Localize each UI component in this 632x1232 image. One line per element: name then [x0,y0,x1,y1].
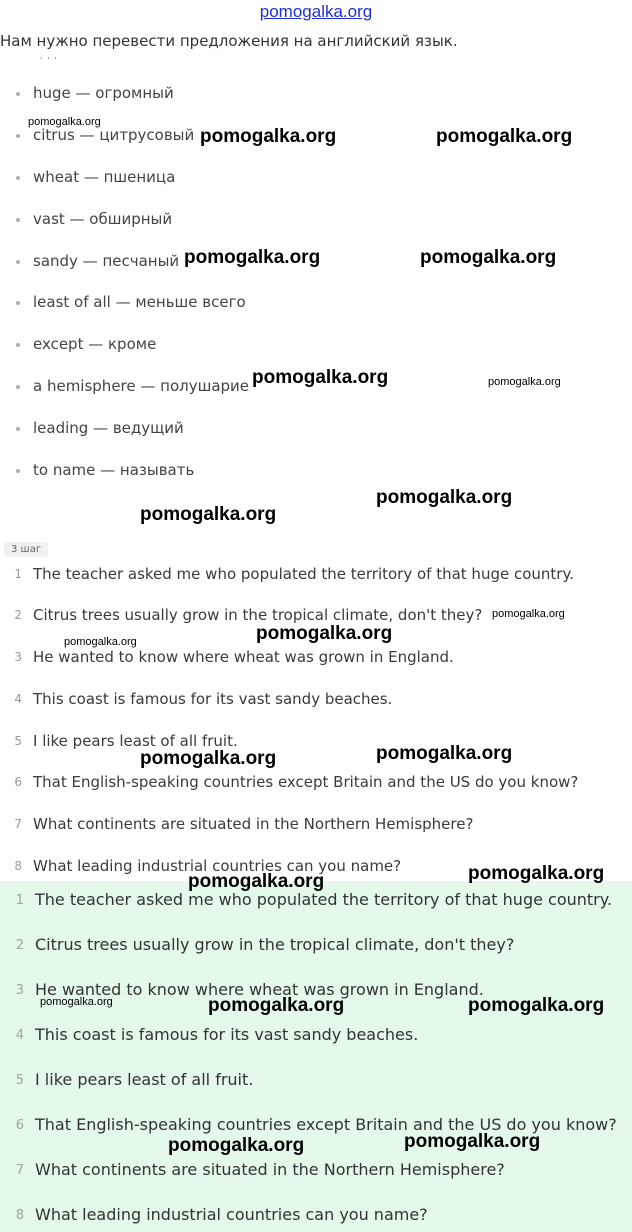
watermark: pomogalka.org [468,995,605,1016]
sentence-number: 3 [14,650,22,664]
answer-panel [0,881,632,1232]
answer-number: 4 [15,1028,24,1043]
sentence-number: 5 [14,734,22,748]
sentence-number: 2 [14,608,22,622]
watermark: pomogalka.org [200,126,337,147]
watermark: pomogalka.org [488,376,561,388]
sentence-number: 1 [14,567,22,581]
bullet-icon [16,427,20,431]
watermark: pomogalka.org [184,247,321,268]
watermark: pomogalka.org [140,748,277,769]
watermark: pomogalka.org [168,1135,305,1156]
bullet-icon [16,385,20,389]
answer-number: 5 [15,1073,24,1088]
site-link[interactable]: pomogalka.org [259,2,373,21]
watermark: pomogalka.org [64,636,137,648]
sentence-number: 7 [14,817,22,831]
answer-text: Citrus trees usually grow in the tropical climate, don't they? [35,935,515,954]
watermark: pomogalka.org [188,871,325,892]
answer-number: 7 [15,1163,24,1178]
sentence-number: 8 [14,859,22,873]
watermark: pomogalka.org [28,116,101,128]
sentence-text: I like pears least of all fruit. [33,732,238,750]
answer-number: 3 [15,983,24,998]
bullet-icon [16,134,20,138]
watermark: pomogalka.org [492,608,565,620]
answer-text: The teacher asked me who populated the territory of that huge country. [35,890,613,909]
watermark: pomogalka.org [40,996,113,1008]
sentence-text: That English-speaking countries except Britain and the US do you know? [33,773,579,791]
answer-text: He wanted to know where wheat was grown in England. [35,980,484,999]
answer-text: That English-speaking countries except Britain and the US do you know? [35,1115,617,1134]
sentence-text: What continents are situated in the Northern Hemisphere? [33,815,474,833]
answer-text: This coast is famous for its vast sandy beaches. [35,1025,419,1044]
bullet-icon [16,301,20,305]
watermark: pomogalka.org [436,126,573,147]
watermark: pomogalka.org [208,995,345,1016]
bullet-icon [16,92,20,96]
bullet-icon [16,343,20,347]
sentence-text: This coast is famous for its vast sandy beaches. [33,690,393,708]
answer-text: What leading industrial countries can you name? [35,1205,428,1224]
watermark: pomogalka.org [376,743,513,764]
sentence-text: The teacher asked me who populated the territory of that huge country. [33,565,574,583]
bullet-icon [16,176,20,180]
watermark: pomogalka.org [252,367,389,388]
bullet-icon [16,260,20,264]
watermark: pomogalka.org [468,863,605,884]
bullet-icon [16,469,20,473]
intro-text: Нам нужно перевести предложения на английский язык. [0,32,458,50]
sentence-text: What leading industrial countries can you name? [33,857,402,875]
watermark: pomogalka.org [376,487,513,508]
sentence-text: Citrus trees usually grow in the tropical climate, don't they? [33,606,483,624]
answer-text: What continents are situated in the Northern Hemisphere? [35,1160,505,1179]
watermark: pomogalka.org [404,1131,541,1152]
watermark: pomogalka.org [256,623,393,644]
answer-number: 2 [15,938,24,953]
answer-text: I like pears least of all fruit. [35,1070,254,1089]
watermark: pomogalka.org [140,504,277,525]
answer-number: 8 [15,1208,24,1223]
cropped-text-fragment: ' ' ' [40,56,57,65]
watermark: pomogalka.org [420,247,557,268]
sentence-text: He wanted to know where wheat was grown in England. [33,648,454,666]
answer-number: 1 [15,893,24,908]
sentence-number: 6 [14,775,22,789]
answer-number: 6 [15,1118,24,1133]
sentence-number: 4 [14,692,22,706]
bullet-icon [16,218,20,222]
step-badge: 3 шаг [4,542,48,557]
